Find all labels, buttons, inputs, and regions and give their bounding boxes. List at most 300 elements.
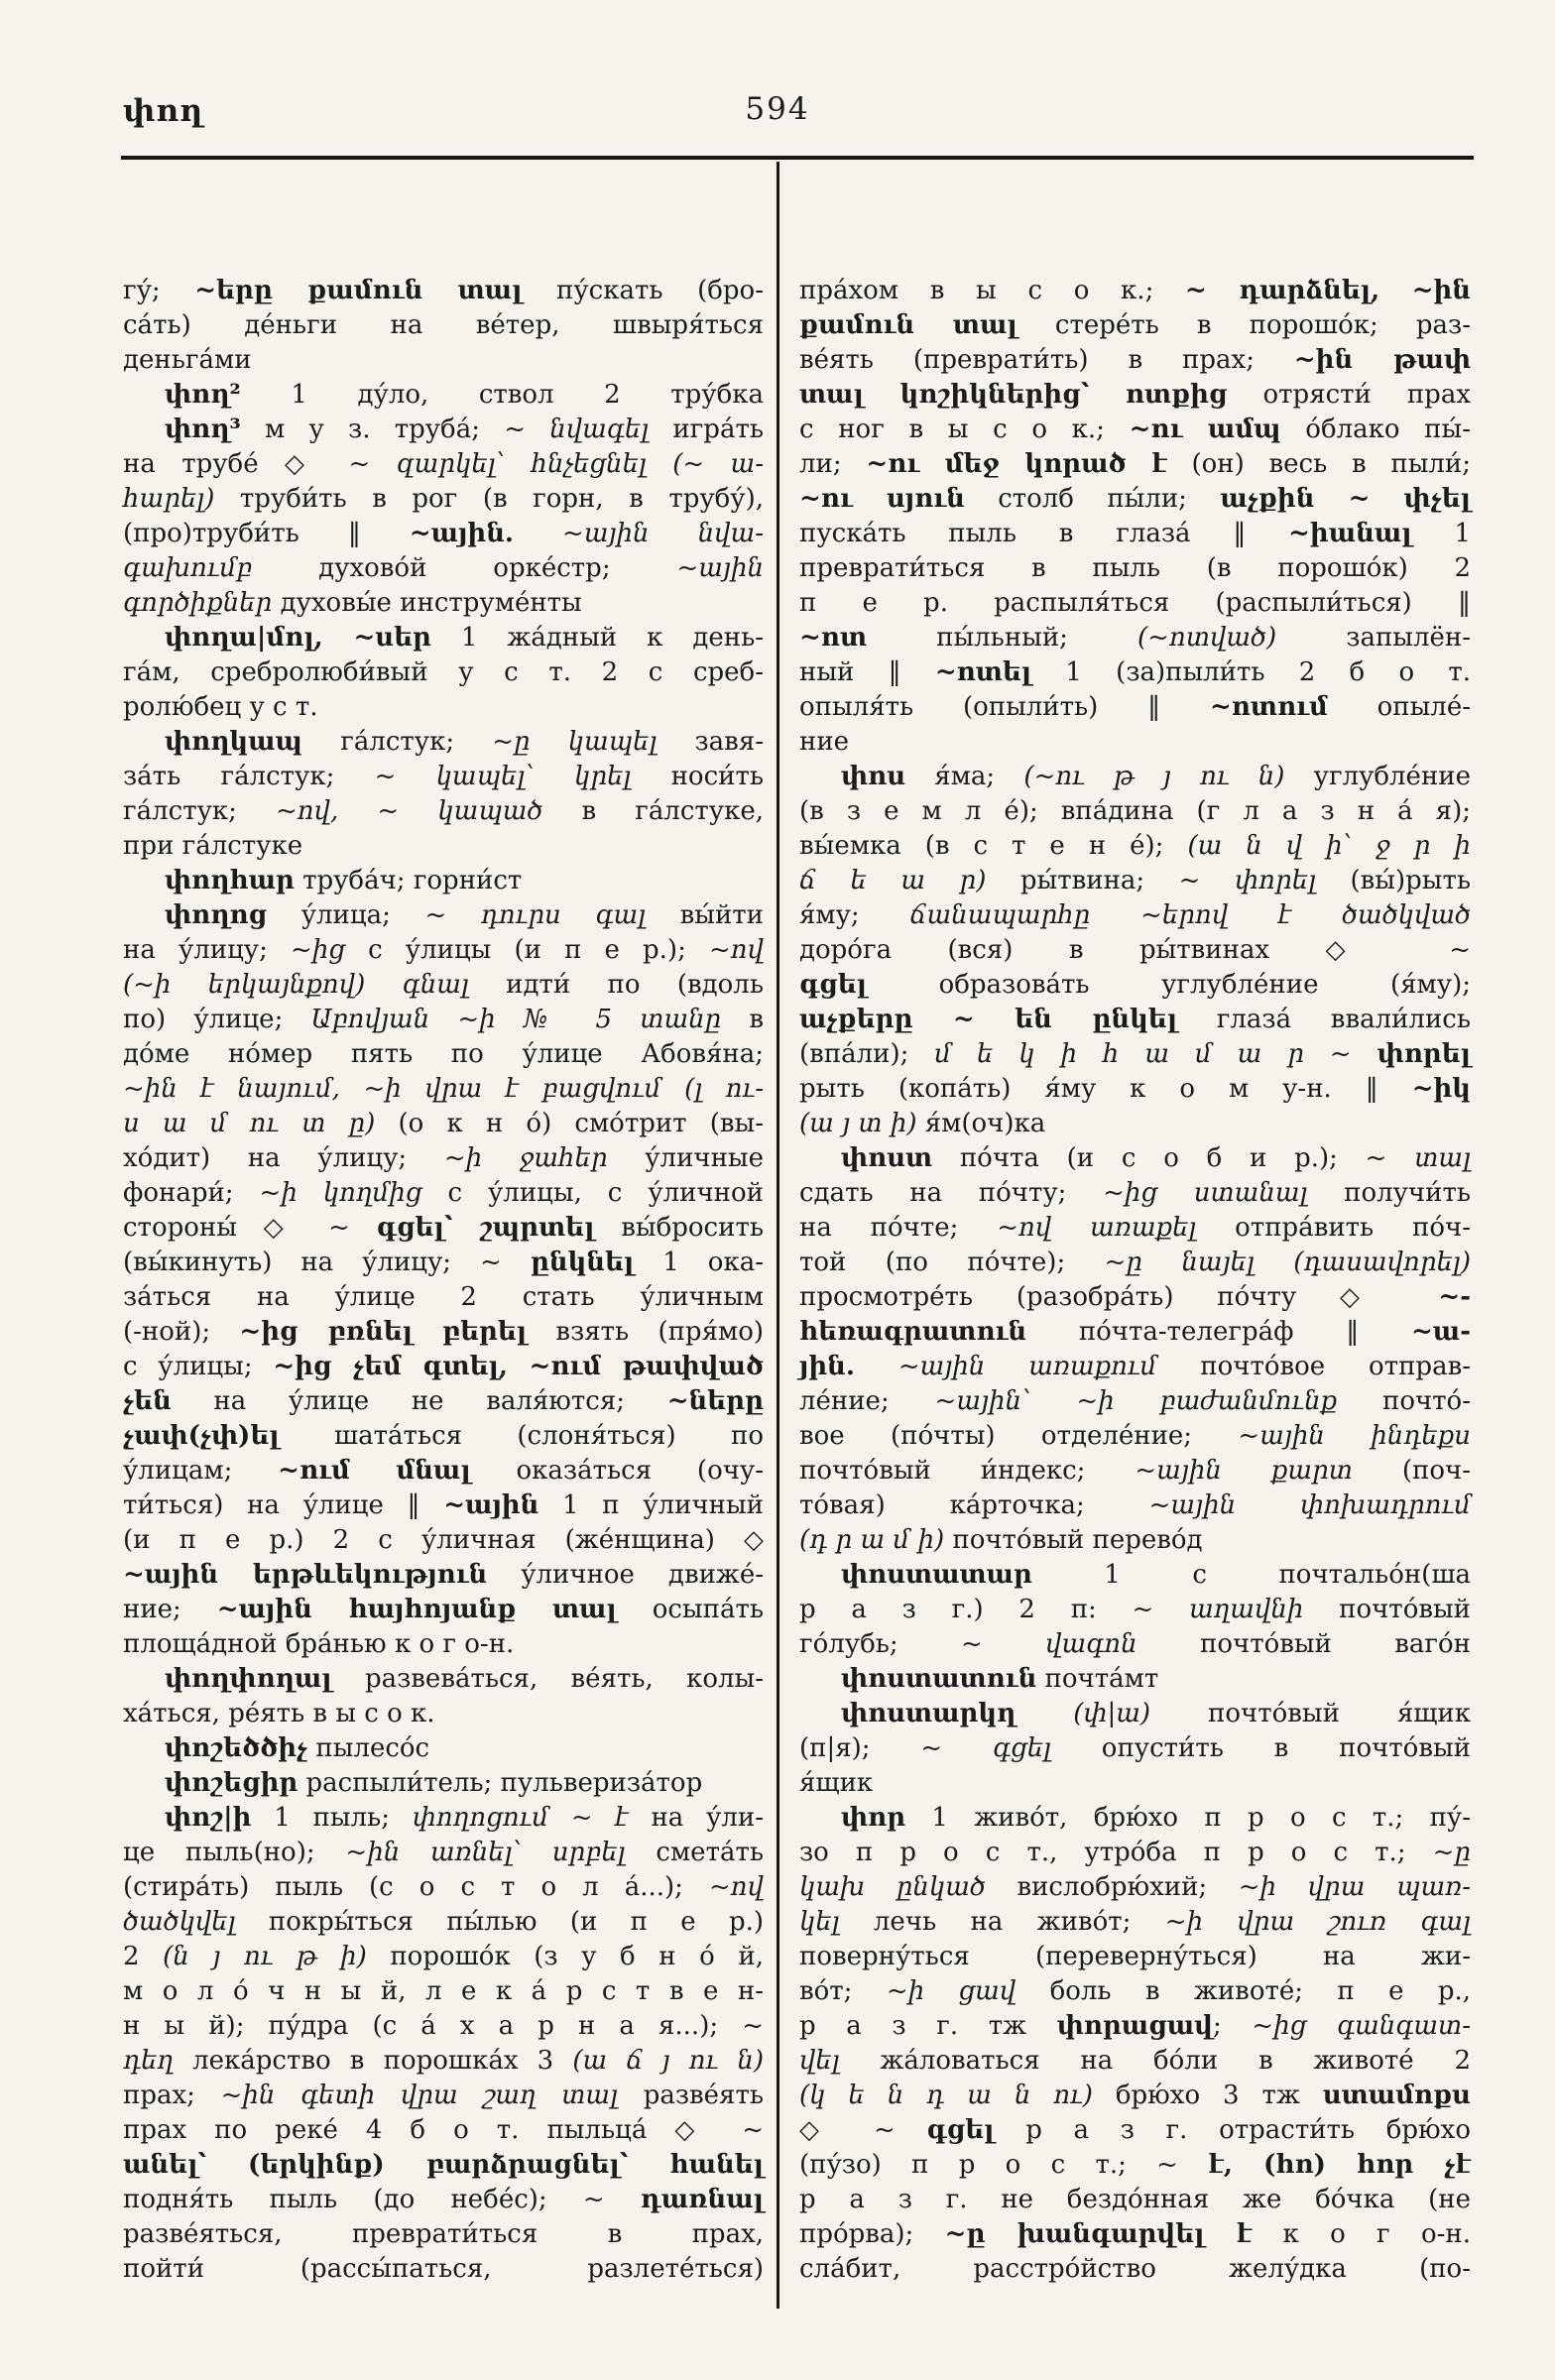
text-line [799, 968, 1471, 1003]
text-line [123, 898, 764, 933]
armenian-italic-text: ~ի վրա պառ- [1238, 1872, 1471, 1902]
text-line [123, 1766, 764, 1801]
armenian-italic-text: (~ու թ յ ու ն) [1023, 762, 1285, 791]
text-line [123, 760, 764, 794]
text-line [123, 621, 764, 655]
armenian-italic-text: (դ ր ա մ ի) [799, 1525, 945, 1555]
armenian-bold-text: գցել [926, 2115, 995, 2145]
text-line [123, 447, 764, 482]
russian-text: р а з г. не бездо́нная же бо́чка (не [799, 2185, 1471, 2214]
text-line [799, 1488, 1471, 1523]
armenian-italic-text: տալ [1414, 1143, 1471, 1173]
header-rule [121, 156, 1474, 160]
russian-text: с у́лицы; [123, 1352, 274, 1381]
text-line [799, 1246, 1471, 1280]
russian-text: га́лстук; [123, 796, 276, 826]
text-line [123, 413, 764, 447]
russian-text: ха́ться, ре́ять в ы с о к. [123, 1699, 435, 1728]
text-line [123, 2044, 764, 2079]
text-line [799, 447, 1471, 482]
armenian-italic-text: փորել [1234, 866, 1316, 895]
armenian-bold-text: ~ային երթևեկություն [123, 1560, 488, 1590]
text-line [799, 760, 1471, 794]
armenian-bold-text: ~ից բռնել բերել [239, 1317, 528, 1347]
armenian-bold-text: փոստ [841, 1143, 933, 1173]
russian-text: по́чта-телегра́ф ‖ [1026, 1317, 1411, 1347]
text-line [123, 1107, 764, 1141]
text-line [799, 1801, 1471, 1836]
page-number: 594 [745, 91, 810, 127]
armenian-italic-text: ~ային առաքում [897, 1352, 1157, 1381]
armenian-bold-text: յին. [799, 1352, 855, 1381]
russian-text: ; [1212, 2011, 1253, 2041]
armenian-italic-text: ~ային ինդեքս [1238, 1421, 1471, 1451]
russian-text: р а з г. тж [799, 2011, 1057, 2041]
text-line [123, 1315, 764, 1350]
column-divider [777, 162, 779, 2309]
armenian-bold-text: անել՝ (երկինք) բարձրացնել՝ հանել [123, 2150, 764, 2180]
russian-text: опыля́ть (опыли́ть) ‖ [799, 692, 1210, 722]
russian-text: с у́лицы, с у́личной [421, 1178, 764, 1208]
text-line [799, 2183, 1471, 2217]
armenian-bold-text: փողհար [165, 866, 295, 895]
russian-text: ле́ние; [799, 1386, 935, 1416]
armenian-italic-text: (փ|ա) [1073, 1699, 1151, 1728]
russian-text: га́м, сребролюби́вый у с т. 2 с среб- [123, 657, 764, 687]
russian-text: (и п е р.) 2 с у́личная (же́нщина) ◇ [123, 1525, 764, 1555]
text-line [799, 1940, 1471, 1974]
armenian-bold-text: ~երը քամուն տալ [194, 276, 523, 305]
text-line [123, 1697, 764, 1731]
armenian-bold-text: ~իկ [1411, 1074, 1471, 1104]
armenian-bold-text: փորել [1376, 1039, 1472, 1069]
armenian-bold-text: ~ում մնալ [278, 1456, 471, 1486]
armenian-bold-text: փոս [841, 762, 906, 791]
russian-text: духово́й орке́стр; [252, 553, 677, 583]
text-line [123, 482, 764, 517]
russian-text: разве́ять [618, 2081, 764, 2110]
text-line [123, 1731, 764, 1766]
russian-text: образова́ть углубле́ние (я́му); [867, 970, 1471, 1000]
armenian-italic-text: ~ը նայել (դասավորել) [1104, 1248, 1471, 1277]
armenian-bold-text: ~ները [666, 1386, 764, 1416]
text-line [123, 308, 764, 343]
russian-text: смета́ть [625, 1838, 764, 1867]
armenian-italic-text: մ ե կ ի հ ա մ ա ր [934, 1039, 1304, 1069]
russian-text: пы́льный; [867, 623, 1138, 653]
armenian-italic-text: Աբովյան ~ի № 5 տանը [310, 1005, 722, 1034]
armenian-bold-text: ~ու սյուն [799, 484, 965, 514]
russian-text: прах; [123, 2081, 221, 2110]
text-line [123, 725, 764, 760]
armenian-italic-text: աղավնի [1189, 1595, 1304, 1624]
russian-text: фонари́; [123, 1178, 260, 1208]
russian-text: 1 п у́личный [538, 1490, 764, 1520]
catchword: փող [123, 93, 204, 129]
text-line [123, 829, 764, 864]
armenian-italic-text: կախ ընկած [799, 1872, 986, 1902]
russian-text: преврати́ться в пыль (в порошо́к) 2 [799, 553, 1471, 583]
russian-text: я́му; [799, 900, 910, 930]
text-line [123, 1003, 764, 1037]
text-line [123, 2148, 764, 2183]
russian-text: жа́ловаться на бо́ли в животе́ 2 [839, 2046, 1471, 2076]
text-line [123, 517, 764, 551]
text-line [799, 2217, 1471, 2252]
russian-text: ◇ ~ [799, 2115, 927, 2145]
text-line [123, 1488, 764, 1523]
russian-text: ный ‖ [799, 657, 935, 687]
armenian-italic-text: գցել [992, 1733, 1051, 1763]
armenian-bold-text: ~իանալ [1288, 519, 1412, 548]
russian-text: (вы́кинуть) на у́лицу; ~ [123, 1248, 531, 1277]
russian-text: глаза́ ввали́лись [1177, 1005, 1471, 1034]
russian-text: покры́ться пы́лью (и п е р.) [235, 1907, 764, 1937]
text-line [799, 2252, 1471, 2287]
russian-text: у́лица; ~ [267, 900, 481, 930]
text-line [123, 2009, 764, 2044]
armenian-italic-text: նվագել [549, 415, 650, 444]
armenian-italic-text: վել [799, 2046, 840, 2076]
armenian-italic-text: (~ոտված) [1137, 623, 1277, 653]
armenian-italic-text: ~ային՝ ~ի բաժանմունք [934, 1386, 1338, 1416]
armenian-italic-text: կապել՝ կրել [435, 762, 632, 791]
armenian-bold-text: փող³ [165, 415, 241, 444]
text-line [799, 794, 1471, 829]
armenian-italic-text: ~ից գանգատ- [1252, 2011, 1471, 2041]
text-line [123, 1940, 764, 1974]
right-column [799, 274, 1471, 2287]
russian-text: той (по по́чте); [799, 1248, 1105, 1277]
russian-text: (впа́ли); [799, 1039, 935, 1069]
russian-text: (пу́зо) п р о с т.; ~ [799, 2150, 1209, 2180]
text-line [123, 933, 764, 968]
russian-text: сдать на по́чту; [799, 1178, 1104, 1208]
armenian-italic-text: ~ով [708, 1872, 764, 1902]
russian-text: (в з е м л е́); впа́дина (г л а з н а́ я); [799, 796, 1471, 826]
armenian-italic-text: ~ային նվա- [562, 519, 764, 548]
russian-text: вы́емка (в с т е н е́); [799, 831, 1188, 861]
russian-text: р а з г. отрасти́ть брю́хо [994, 2115, 1471, 2145]
text-line [799, 517, 1471, 551]
text-line [123, 2183, 764, 2217]
text-line [123, 1384, 764, 1419]
russian-text: распыли́тель; пульвериза́тор [298, 1768, 703, 1798]
text-line [799, 2113, 1471, 2148]
russian-text: (вы́)рыть [1316, 866, 1471, 895]
text-line [799, 1211, 1471, 1246]
russian-text: почто́вый я́щик [1150, 1699, 1471, 1728]
armenian-bold-text: ~ա- [1411, 1317, 1471, 1347]
armenian-bold-text: ~ոտել [934, 657, 1032, 687]
russian-text: (о к н о́) смо́трит (вы- [375, 1109, 764, 1138]
text-line [123, 1141, 764, 1176]
russian-text: 2 [123, 1942, 164, 1971]
text-line [799, 1697, 1471, 1731]
russian-text: оказа́ться (очу- [470, 1456, 764, 1486]
russian-text: п е р. распыля́ться (распыли́ться) ‖ [799, 588, 1471, 618]
text-line [123, 968, 764, 1003]
text-line [123, 1974, 764, 2009]
text-line [123, 2217, 764, 2252]
russian-text: на у́лицу; [123, 935, 291, 965]
russian-text: при га́лстуке [123, 831, 303, 861]
armenian-italic-text: դուրս գալ [480, 900, 647, 930]
text-line [799, 1107, 1471, 1141]
text-line [123, 1454, 764, 1488]
armenian-italic-text: ճանապարհը ~երով է ծածկված [909, 900, 1472, 930]
russian-text: 1 живо́т, брю́хо п р о с т.; пу́- [905, 1803, 1471, 1833]
text-line [123, 1246, 764, 1280]
armenian-italic-text: ծածկվել [123, 1907, 236, 1937]
text-line [799, 343, 1471, 378]
text-line [799, 1974, 1471, 2009]
text-line [799, 1905, 1471, 1940]
russian-text: пылесо́с [307, 1733, 430, 1763]
text-line [799, 378, 1471, 413]
armenian-bold-text: փողփողալ [165, 1664, 332, 1694]
text-line [799, 1454, 1471, 1488]
russian-text: к о г о-н. [1252, 2219, 1472, 2249]
russian-text: я́м(оч)ка [916, 1109, 1046, 1138]
russian-text: осыпа́ть [616, 1595, 764, 1624]
text-line [799, 2009, 1471, 2044]
text-line [123, 1176, 764, 1211]
russian-text: отрясти́ прах [1227, 380, 1471, 410]
russian-text: ры́твина; ~ [986, 866, 1235, 895]
russian-text: носи́ть [631, 762, 764, 791]
russian-text: сла́бит, расстро́йство желу́дка (по- [799, 2254, 1471, 2284]
armenian-bold-text: չեն [123, 1386, 172, 1416]
text-line [799, 2148, 1471, 2183]
russian-text [514, 519, 562, 548]
text-line [799, 551, 1471, 586]
armenian-italic-text: (ն յ ու թ ի) [163, 1942, 367, 1971]
text-line [799, 655, 1471, 690]
text-line [123, 1280, 764, 1315]
armenian-bold-text: ~ին թափ [1293, 345, 1472, 375]
text-line [123, 586, 764, 621]
text-line [799, 413, 1471, 447]
russian-text: рыть (копа́ть) я́му к о м у-н. ‖ [799, 1074, 1412, 1104]
text-line [799, 2044, 1471, 2079]
armenian-italic-text: ս ա մ ու տ ը) [123, 1109, 376, 1138]
armenian-bold-text: է, (հո) հոր չէ [1208, 2150, 1471, 2180]
armenian-bold-text: քամուն տալ [799, 310, 1017, 340]
text-line [123, 1662, 764, 1697]
armenian-bold-text: փողա|մոլ, ~սեր [165, 623, 431, 653]
armenian-bold-text: փոստատուն [841, 1664, 1037, 1694]
armenian-bold-text: չափ(չփ)ել [123, 1421, 280, 1451]
russian-text: на по́чте; [799, 1213, 998, 1243]
russian-text: 1 (за)пыли́ть 2 б о т. [1031, 657, 1471, 687]
russian-text: лека́рство в порошка́х 3 [173, 2046, 573, 2076]
text-line [799, 1141, 1471, 1176]
text-line [799, 1003, 1471, 1037]
russian-text: пу́скать (бро- [522, 276, 764, 305]
armenian-italic-text: ~ային փոխադրում [1148, 1490, 1471, 1520]
russian-text: духовы́е инструме́нты [272, 588, 582, 618]
russian-text: до́ме но́мер пять по у́лице Абовя́на; [123, 1039, 764, 1069]
armenian-italic-text: գախումբ [123, 553, 253, 583]
text-line [799, 1627, 1471, 1662]
text-line [799, 933, 1471, 968]
russian-text: 1 жа́дный к день- [430, 623, 765, 653]
russian-text: о́блако пы́- [1280, 415, 1471, 444]
russian-text: отпра́вить по́ч- [1196, 1213, 1471, 1243]
russian-text: ве́ять (преврати́ть) в прах; [799, 345, 1294, 375]
russian-text: по) у́лице; [123, 1005, 311, 1034]
armenian-italic-text: ~ին է նայում, ~ի վրա է բացվում (լ ու- [123, 1074, 764, 1104]
russian-text: пойти́ (рассы́паться, разлете́ться) [123, 2254, 764, 2284]
text-line [799, 690, 1471, 725]
russian-text: в га́лстуке, [542, 796, 764, 826]
russian-text: опусти́ть в почто́вый [1050, 1733, 1471, 1763]
armenian-italic-text: ~ից ստանալ [1103, 1178, 1308, 1208]
armenian-bold-text: գցել [799, 970, 868, 1000]
russian-text: подня́ть пыль (до небе́с); ~ [123, 2185, 641, 2214]
text-line [799, 898, 1471, 933]
russian-text: ние [799, 727, 850, 757]
armenian-italic-text: ճ ե ա ր) [799, 866, 987, 895]
left-column [123, 274, 764, 2287]
russian-text: ~ [1304, 1039, 1377, 1069]
armenian-italic-text: ~ով առաքել [997, 1213, 1197, 1243]
russian-text: на у́лице не валя́ются; [171, 1386, 667, 1416]
armenian-italic-text: ~ի կողմից [259, 1178, 422, 1208]
text-line [799, 274, 1471, 308]
russian-text: 1 ду́ло, ствол 2 тру́бка [240, 380, 764, 410]
text-line [123, 655, 764, 690]
russian-text: вы́бросить [594, 1213, 764, 1243]
text-line [123, 1037, 764, 1072]
russian-text: м о л о́ ч н ы й, л е к а́ р с т в е н- [123, 1976, 764, 2006]
russian-text: я́ма; [905, 762, 1024, 791]
russian-text: пуска́ть пыль в глаза́ ‖ [799, 519, 1289, 548]
russian-text: на у́ли- [628, 1803, 764, 1833]
text-line [123, 1523, 764, 1558]
russian-text: р а з г.) 2 п: ~ [799, 1595, 1190, 1624]
russian-text: 1 ока- [634, 1248, 764, 1277]
text-line [799, 1558, 1471, 1593]
armenian-bold-text: ~ դարձնել, ~ին [1185, 276, 1472, 305]
russian-text: лечь на живо́т; [839, 1907, 1165, 1937]
text-line [123, 1801, 764, 1836]
armenian-bold-text: ~ոտում [1209, 692, 1328, 722]
armenian-bold-text: աչքերը ~ են ընկել [799, 1005, 1178, 1034]
russian-text: просмотре́ть (разобра́ть) по́чту ◇ [799, 1282, 1439, 1312]
armenian-bold-text: ~ոտ [799, 623, 868, 653]
armenian-bold-text: փողկապ [165, 727, 303, 757]
text-line [123, 274, 764, 308]
armenian-italic-text: ~ին գետի վրա շաղ տալ [220, 2081, 618, 2110]
armenian-italic-text: (ա յ տ ի) [799, 1109, 917, 1138]
armenian-bold-text: փող² [165, 380, 241, 410]
russian-text: ли; [799, 449, 867, 479]
armenian-italic-text: գործիքներ [123, 588, 273, 618]
armenian-bold-text: ~ային հայհոյանք տալ [216, 1595, 617, 1624]
text-line [799, 1384, 1471, 1419]
armenian-italic-text: ~ին առնել՝ սրբել [345, 1838, 626, 1867]
russian-text: по́чта (и с о б и р.); ~ [932, 1143, 1415, 1173]
russian-text: ние; [123, 1595, 217, 1624]
text-line [799, 2079, 1471, 2113]
russian-text: я́щик [799, 1768, 874, 1798]
russian-text: почта́мт [1036, 1664, 1159, 1694]
text-line [799, 1315, 1471, 1350]
armenian-italic-text: կել [799, 1907, 840, 1937]
armenian-italic-text: ~ից [291, 935, 345, 965]
text-line [799, 621, 1471, 655]
text-line [799, 1280, 1471, 1315]
russian-text [855, 1352, 898, 1381]
russian-text: почто́- [1337, 1386, 1471, 1416]
armenian-italic-text: զարկել՝ հնչեցնել (~ ա- [396, 449, 764, 479]
armenian-bold-text: փոստատար [841, 1560, 1032, 1590]
russian-text: разве́яться, преврати́ться в прах, [123, 2219, 764, 2249]
armenian-italic-text: փողոցում ~ է [412, 1803, 629, 1833]
text-line [123, 2113, 764, 2148]
armenian-bold-text: փողոց [165, 900, 268, 930]
armenian-italic-text: ~ով [708, 935, 764, 965]
russian-text: гу́; [123, 276, 195, 305]
russian-text: то́вая) ка́рточка; [799, 1490, 1149, 1520]
russian-text: получи́ть [1307, 1178, 1471, 1208]
russian-text: доро́га (вся) в ры́твинах ◇ ~ [799, 935, 1471, 965]
russian-text: взять (пря́мо) [527, 1317, 764, 1347]
russian-text: (п|я); ~ [799, 1733, 993, 1763]
text-line [799, 1419, 1471, 1454]
russian-text: почто́вое отправ- [1156, 1352, 1471, 1381]
text-line [799, 1766, 1471, 1801]
russian-text: у́личные [607, 1143, 764, 1173]
armenian-italic-text: ~ի վրա շուռ գալ [1164, 1907, 1471, 1937]
russian-text: площа́дной бра́нью к о г о-н. [123, 1629, 515, 1659]
text-line [123, 1072, 764, 1107]
russian-text: це пыль(но); [123, 1838, 346, 1867]
russian-text: га́лстук; [302, 727, 493, 757]
russian-text [1016, 1699, 1073, 1728]
text-line [799, 864, 1471, 898]
russian-text: брю́хо 3 тж [1092, 2081, 1323, 2110]
armenian-bold-text: փորացավ [1056, 2011, 1213, 2041]
text-line [123, 378, 764, 413]
russian-text: вы́йти [646, 900, 764, 930]
russian-text: 1 [1411, 519, 1471, 548]
armenian-italic-text: (ա ն վ ի՝ ջ ր ի [1187, 831, 1471, 861]
armenian-bold-text: ~ու մեջ կորած է [866, 449, 1167, 479]
russian-text: стороны́ ◇ ~ [123, 1213, 377, 1243]
armenian-bold-text: ~ու ամպ [1129, 415, 1281, 444]
russian-text: (он) весь в пыли́; [1166, 449, 1471, 479]
armenian-italic-text: հարել) [123, 484, 215, 514]
armenian-italic-text: ~ը [1432, 1838, 1471, 1867]
armenian-bold-text: ~ային. [409, 519, 514, 548]
armenian-italic-text: ~ային քարտ [1135, 1456, 1353, 1486]
russian-text: почто́вый и́ндекс; [799, 1456, 1136, 1486]
text-line [799, 586, 1471, 621]
armenian-bold-text: փոշ|ի [165, 1803, 252, 1833]
russian-text: углубле́ние [1284, 762, 1471, 791]
russian-text: развева́ться, ве́ять, колы- [331, 1664, 764, 1694]
text-line [123, 1870, 764, 1905]
text-line [799, 482, 1471, 517]
armenian-bold-text: ~ից չեմ գտել, ~ում թափված [273, 1352, 764, 1381]
armenian-bold-text: ստամոքս [1322, 2081, 1471, 2110]
russian-text: са́ть) де́ньги на ве́тер, швыря́ться [123, 310, 764, 340]
russian-text: про́рва); [799, 2219, 945, 2249]
text-line [123, 1419, 764, 1454]
